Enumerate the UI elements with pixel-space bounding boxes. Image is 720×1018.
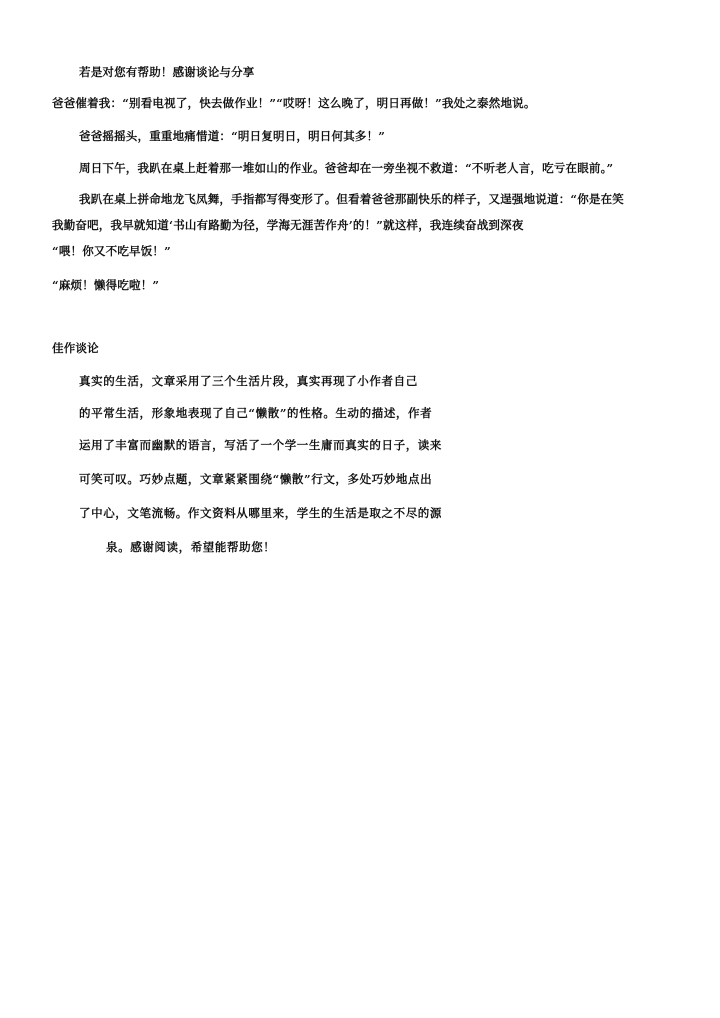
critique-line-1: 真实的生活，文章采用了三个生活片段，真实再现了小作者自己	[79, 374, 418, 388]
critique-line-2: 的平常生活，形象地表现了自己“懒散”的性格。生动的描述，作者	[79, 406, 433, 420]
paragraph-too-lazy: “麻烦！懒得吃啦！”	[52, 278, 160, 292]
paragraph-dad-sighs: 爸爸摇摇头，重重地痛惜道：“明日复明日，明日何其多！”	[79, 129, 386, 143]
paragraph-sunday-afternoon: 周日下午，我趴在桌上赶着那一堆如山的作业。爸爸却在一旁坐视不救道：“不听老人言，吃亏在眼前。”	[79, 161, 614, 175]
critique-line-3: 运用了丰富而幽默的语言，写活了一个学一生庸而真实的日子，读来	[79, 438, 442, 452]
section-title: 佳作谈论	[52, 341, 99, 355]
intro-line: 若是对您有帮助！感谢谈论与分享	[79, 65, 255, 79]
critique-line-5: 了中心，文笔流畅。作文资料从哪里来，学生的生活是取之不尽的源	[79, 506, 442, 520]
paragraph-dad-urges: 爸爸催着我：“别看电视了，快去做作业！”“哎呀！这么晚了，明日再做！”我处之泰然地说。	[52, 96, 536, 110]
paragraph-late-night: 我趴在桌上拼命地龙飞凤舞，手指都写得变形了。但看着爸爸那副快乐的样子，又逞强地说道：“你是在笑我勤奋吧，我早就知道‘书山有路勤为径，学海无涯苦作舟’的！”就这样，我连续奋战到深夜	[52, 192, 625, 232]
paragraph-breakfast-call: “喂！你又不吃早饭！”	[52, 244, 171, 258]
critique-line-4: 可笑可叹。巧妙点题，文章紧紧围绕“懒散”行文，多处巧妙地点出	[79, 472, 433, 486]
critique-line-6: 泉。感谢阅读，希望能帮助您！	[106, 540, 276, 554]
